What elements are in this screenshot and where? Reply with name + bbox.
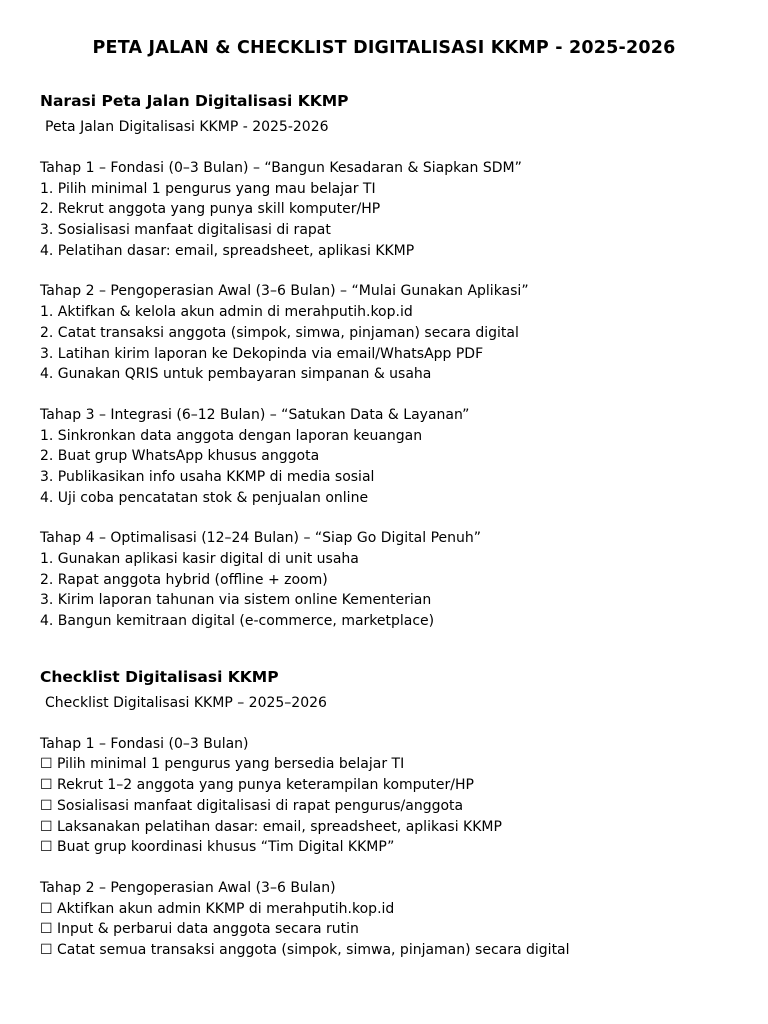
checklist-subtitle: Checklist Digitalisasi KKMP – 2025–2026: [45, 694, 327, 711]
stage-title: Tahap 3 – Integrasi (6–12 Bulan) – “Satukan Data & Layanan”: [40, 406, 470, 423]
list-item: 2. Catat transaksi anggota (simpok, simwa, pinjaman) secara digital: [40, 324, 519, 341]
stage-title: Tahap 1 – Fondasi (0–3 Bulan): [40, 735, 249, 752]
list-item: 2. Rapat anggota hybrid (offline + zoom): [40, 571, 328, 588]
stage-title: Tahap 2 – Pengoperasian Awal (3–6 Bulan): [40, 879, 336, 896]
list-item: 3. Latihan kirim laporan ke Dekopinda via email/WhatsApp PDF: [40, 345, 484, 362]
document-body: [40, 86, 740, 961]
list-item: 3. Kirim laporan tahunan via sistem online Kementerian: [40, 592, 432, 609]
list-item: 2. Buat grup WhatsApp khusus anggota: [40, 448, 320, 465]
checklist-item: ☐ Catat semua transaksi anggota (simpok, simwa, pinjaman) secara digital: [40, 941, 570, 958]
stage-title: Tahap 4 – Optimalisasi (12–24 Bulan) – “Siap Go Digital Penuh”: [40, 530, 482, 547]
list-item: 3. Sosialisasi manfaat digitalisasi di rapat: [40, 222, 331, 239]
checklist-stage-1: [40, 734, 740, 858]
checklist-heading: Checklist Digitalisasi KKMP: [40, 667, 279, 686]
checklist-stage-2: [40, 878, 740, 961]
checklist-item: ☐ Aktifkan akun admin KKMP di merahputih.kop.id: [40, 900, 395, 917]
roadmap-heading: Narasi Peta Jalan Digitalisasi KKMP: [40, 92, 349, 110]
roadmap-subtitle: Peta Jalan Digitalisasi KKMP - 2025-2026: [45, 119, 329, 135]
checklist-item: ☐ Laksanakan pelatihan dasar: email, spreadsheet, aplikasi KKMP: [40, 818, 502, 835]
checklist-item: ☐ Rekrut 1–2 anggota yang punya keterampilan komputer/HP: [40, 777, 474, 794]
roadmap-stage-1: [40, 158, 740, 261]
checklist-section: [40, 665, 740, 961]
list-item: 4. Bangun kemitraan digital (e-commerce, marketplace): [40, 613, 435, 630]
checklist-item: ☐ Sosialisasi manfaat digitalisasi di rapat pengurus/anggota: [40, 797, 464, 814]
roadmap-stage-4: [40, 528, 740, 631]
checklist-item: ☐ Input & perbarui data anggota secara rutin: [40, 921, 359, 938]
stage-title: Tahap 1 – Fondasi (0–3 Bulan) – “Bangun Kesadaran & Siapkan SDM”: [40, 160, 522, 176]
list-item: 3. Publikasikan info usaha KKMP di media sosial: [40, 468, 375, 485]
checklist-item: ☐ Buat grup koordinasi khusus “Tim Digital KKMP”: [40, 839, 395, 856]
list-item: 2. Rekrut anggota yang punya skill komputer/HP: [40, 201, 381, 218]
roadmap-stage-3: [40, 405, 740, 508]
list-item: 4. Pelatihan dasar: email, spreadsheet, aplikasi KKMP: [40, 242, 415, 259]
list-item: 1. Gunakan aplikasi kasir digital di unit usaha: [40, 551, 359, 567]
roadmap-stage-2: [40, 281, 740, 384]
page-title: PETA JALAN & CHECKLIST DIGITALISASI KKMP - 2025-2026: [92, 38, 676, 58]
list-item: 4. Uji coba pencatatan stok & penjualan online: [40, 489, 369, 506]
checklist-item: ☐ Pilih minimal 1 pengurus yang bersedia belajar TI: [40, 756, 405, 773]
list-item: 1. Pilih minimal 1 pengurus yang mau belajar TI: [40, 180, 376, 197]
list-item: 4. Gunakan QRIS untuk pembayaran simpanan & usaha: [40, 366, 432, 383]
roadmap-section: [40, 89, 740, 632]
stage-title: Tahap 2 – Pengoperasian Awal (3–6 Bulan) – “Mulai Gunakan Aplikasi”: [40, 283, 529, 300]
list-item: 1. Sinkronkan data anggota dengan laporan keuangan: [40, 427, 423, 444]
list-item: 1. Aktifkan & kelola akun admin di merahputih.kop.id: [40, 304, 413, 321]
